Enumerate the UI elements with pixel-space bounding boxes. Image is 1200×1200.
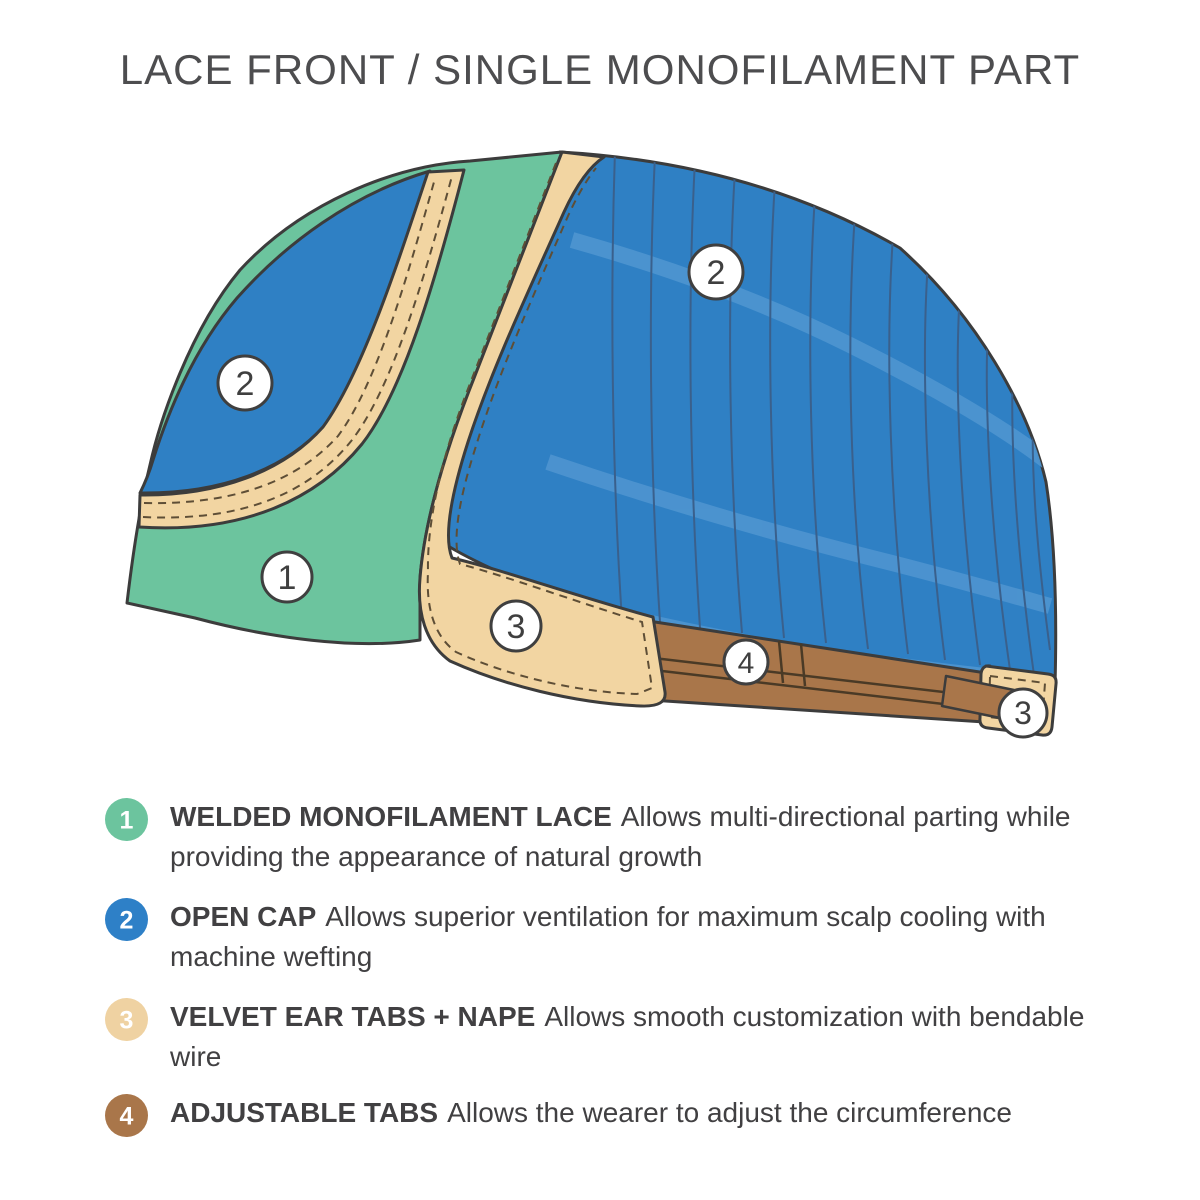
legend-text-2 (170, 897, 1090, 977)
wig-cap-diagram (100, 140, 1100, 765)
page-title: LACE FRONT / SINGLE MONOFILAMENT PART (119, 46, 1081, 93)
legend-body-3: Allows smooth customization with bendable wire (170, 1001, 1085, 1072)
legend-item-monofilament-lace (105, 797, 1090, 877)
legend-body-1: Allows multi-directional parting while providing the appearance of natural growth (170, 801, 1071, 872)
svg-text:3: 3 (506, 608, 526, 646)
svg-text:4: 4 (119, 1102, 134, 1131)
svg-text:2: 2 (235, 365, 255, 403)
legend-body-2: Allows superior ventilation for maximum scalp cooling with machine wefting (170, 901, 1046, 972)
legend-heading-1: WELDED MONOFILAMENT LACE (170, 801, 612, 832)
legend-badge-2 (105, 898, 148, 941)
callout-monofilament-lace (262, 552, 312, 602)
svg-text:1: 1 (277, 559, 297, 597)
callout-front-open-cap (218, 356, 272, 410)
svg-text:3: 3 (1014, 695, 1032, 731)
legend-text-1 (170, 797, 1090, 877)
legend-badge-1 (105, 798, 148, 841)
svg-text:2: 2 (119, 906, 134, 935)
callout-ear-tab (491, 601, 541, 651)
legend-item-adjustable-tabs (105, 1093, 1090, 1137)
svg-text:4: 4 (737, 647, 755, 680)
legend-heading-3: VELVET EAR TABS + NAPE (170, 1001, 536, 1032)
legend-text-3 (170, 997, 1090, 1077)
legend-badge-3 (105, 998, 148, 1041)
svg-text:3: 3 (119, 1006, 134, 1035)
legend-text-4 (170, 1093, 1090, 1133)
callout-back-open-cap (689, 245, 743, 299)
callout-adjustable-tab (724, 640, 768, 684)
legend-heading-2: OPEN CAP (170, 901, 317, 932)
svg-text:2: 2 (706, 254, 726, 292)
legend-badge-4 (105, 1094, 148, 1137)
legend-item-ear-tabs-nape (105, 997, 1090, 1077)
legend-item-open-cap (105, 897, 1090, 977)
legend-body-4: Allows the wearer to adjust the circumference (447, 1097, 1012, 1128)
svg-text:1: 1 (119, 806, 134, 835)
legend-heading-4: ADJUSTABLE TABS (170, 1097, 439, 1128)
callout-nape-tab (999, 689, 1047, 737)
